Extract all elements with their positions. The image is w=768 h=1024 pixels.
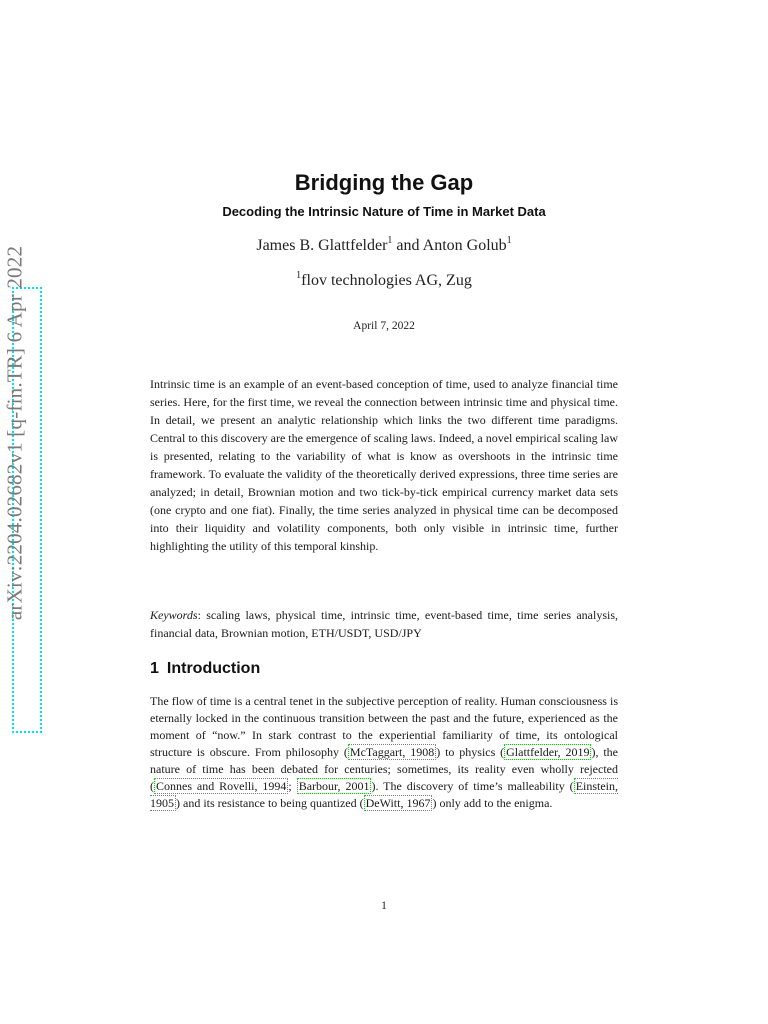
arxiv-identifier[interactable]: arXiv:2204.02682v1 [q-fin.TR] 6 Apr 2022 xyxy=(2,245,27,621)
affiliation xyxy=(0,272,768,290)
keywords-label: Keywords xyxy=(150,608,198,622)
citation-link[interactable]: McTaggart, 1908 xyxy=(349,745,435,759)
intro-text: ) to physics ( xyxy=(436,745,505,759)
author-name: James B. Glattfelder xyxy=(256,237,388,254)
paper-subtitle: Decoding the Intrinsic Nature of Time in Market Data xyxy=(222,204,546,219)
intro-text: The flow of time is a central tenet in the subjective perception of reality. Human consciousness is eternally locked in the continuous transition between the past and the future, experienced as the moment of “now.” In stark contrast to the experiential familiarity of time, its ontological structure is obscure. From philosophy ( xyxy=(150,694,618,759)
abstract: Intrinsic time is an example of an event-based conception of time, used to analyze financial time series. Here, for the first time, we reveal the connection between intrinsic time and physical time. In detail, we present an analytic relationship which links the two different time paradigms. Central to this discovery are the emergence of scaling laws. Indeed, a novel empirical scaling law is presented, relating to the variability of what is know as overshoots in the intrinsic time framework. To evaluate the validity of the theoretically derived expressions, three time series are analyzed; in detail, Brownian motion and two tick-by-tick empirical currency market data sets (one crypto and one fiat). Finally, the time series analyzed in physical time can be decomposed into their liquidity and volatility components, both only visible in intrinsic time, further highlighting the utility of this temporal kinship. xyxy=(150,377,618,553)
intro-text: ), the nature of time has been debated for centuries; sometimes, its reality even wholly rejected ( xyxy=(150,745,618,793)
paper-date: April 7, 2022 xyxy=(353,320,415,332)
intro-text: ) and its resistance to being quantized ( xyxy=(176,796,364,810)
citation-link[interactable]: Barbour, 2001 xyxy=(298,779,370,793)
affiliation-text: flov technologies AG, Zug xyxy=(301,272,472,289)
affiliation-marker: 1 xyxy=(506,235,512,246)
citation-link[interactable]: DeWitt, 1967 xyxy=(365,796,431,810)
citation-link[interactable]: Glattfelder, 2019 xyxy=(506,745,590,759)
section-title: Introduction xyxy=(166,660,261,677)
citation-link[interactable]: Einstein, 1905 xyxy=(150,779,619,810)
citation-link[interactable]: Connes and Rovelli, 1994 xyxy=(156,779,287,793)
affiliation-marker: 1 xyxy=(387,235,393,246)
affiliation-marker: 1 xyxy=(296,270,302,281)
keywords-text: scaling laws, physical time, intrinsic time, event-based time, time series analysis, financial data, Brownian motion, ETH/USDT, USD/JPY xyxy=(150,608,618,640)
introduction-paragraph xyxy=(150,693,618,812)
author-list xyxy=(0,237,768,255)
intro-text: ; xyxy=(288,779,297,793)
paper-title: Bridging the Gap xyxy=(294,170,474,195)
author-name: Anton Golub xyxy=(422,237,507,254)
keywords xyxy=(150,606,618,642)
intro-text: ). The discovery of time’s malleability ( xyxy=(371,779,574,793)
page-number: 1 xyxy=(381,900,387,912)
section-heading xyxy=(150,660,260,678)
author-conjunction: and xyxy=(396,237,420,254)
keywords-colon: : xyxy=(197,608,201,622)
section-number: 1 xyxy=(150,660,159,677)
intro-text: ) only add to the enigma. xyxy=(432,796,553,810)
